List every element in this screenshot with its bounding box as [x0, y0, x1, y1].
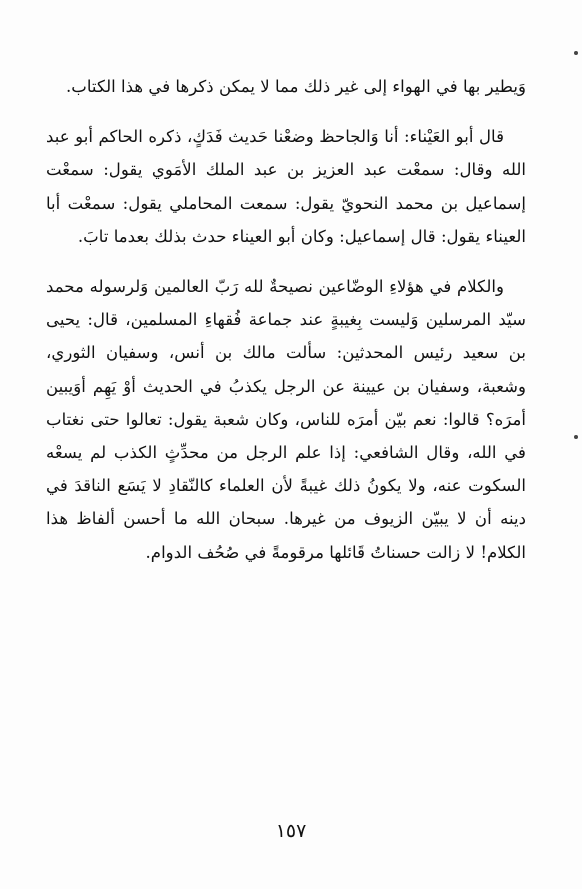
paragraph: والكلام في هؤلاءِ الوضّاعين نصيحةٌ لله رَبّ العالمين وَلرسوله محمد سيّد المرسلين وَليست بِغيبةٍ عند جماعة فُقهاءِ المسلمين، قال: يحيى بن سعيد رئيس المحدثين: سألت مالك بن أنس، وسفيان الثوري، وشعبة، وسفيان بن عيينة عن الرجل يكذبُ في الحديث أوْ يَهِم أوَيبين أمرَه؟ قالوا: نعم بيّن أمرَه للناس، وكان شعبة يقول: تعالوا حتى نغتاب في الله، وقال الشافعي: إذا علم الرجل من محدِّثٍ الكذب لم يسعْه السكوت عنه، ولا يكونُ ذلك غيبةً لأن العلماء كالنّقادِ لا يَسَع الناقدَ في دينه أن لا يبيّن الزيوف من غيرها. سبحان الله ما أحسن ألفاظ هذا الكلام! لا زالت حسناتُ قَائلها مرقومةً في صُحُف الدوام. — [46, 277, 526, 562]
body-text — [46, 70, 526, 569]
margin-mark — [574, 435, 578, 439]
paragraph: قال أبو العَيْناء: أنا وَالجاحظ وضعْنا حَديث فَدَكٍ، ذكره الحاكم أبو عبد الله وقال: سمعْت عبد العزيز بن عبد الملك الأمَوي يقول: سمعْت إسماعيل بن محمد النحويّ يقول: سمعت المحاملي يقول: سمعْت أبا العيناء يقول: قال إسماعيل: وكان أبو العيناء حدث بذلك بعدما تابَ. — [46, 127, 526, 246]
paragraph: وَيطير بها في الهواء إلى غير ذلك مما لا يمكن ذكرها في هذا الكتاب. — [65, 77, 526, 96]
page-number: ١٥٧ — [275, 820, 307, 842]
margin-mark — [574, 51, 578, 55]
